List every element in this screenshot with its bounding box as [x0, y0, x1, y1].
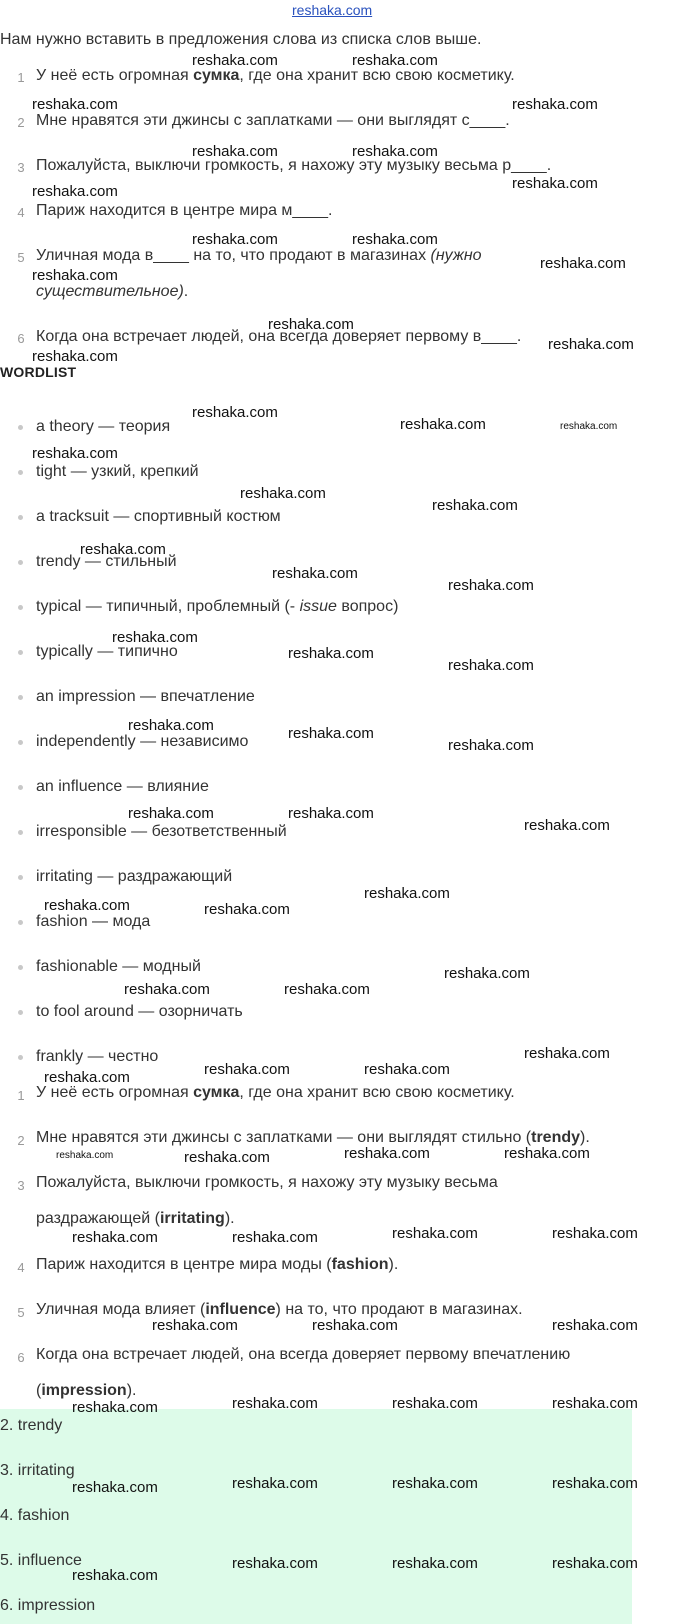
watermark: reshaka.com — [552, 1317, 638, 1334]
wordlist-item: irritating — раздражающий — [36, 868, 233, 885]
watermark: reshaka.com — [192, 52, 278, 69]
watermark: reshaka.com — [524, 817, 610, 834]
watermark: reshaka.com — [552, 1225, 638, 1242]
task-number: 6 — [17, 331, 25, 346]
wordlist-item: fashionable — модный — [36, 958, 201, 975]
watermark: reshaka.com — [352, 52, 438, 69]
answer-number: 4 — [17, 1260, 25, 1275]
watermark: reshaka.com — [512, 96, 598, 113]
answer-item-3-line1: Пожалуйста, выключи громкость, я нахожу эту музыку весьма — [36, 1174, 498, 1191]
watermark: reshaka.com — [552, 1395, 638, 1412]
watermark: reshaka.com — [524, 1045, 610, 1062]
watermark: reshaka.com — [192, 404, 278, 421]
watermark: reshaka.com — [448, 737, 534, 754]
task-number: 5 — [17, 250, 25, 265]
task-item-4: Париж находится в центре мира м____. — [36, 202, 333, 219]
watermark: reshaka.com — [124, 981, 210, 998]
watermark: reshaka.com — [344, 1145, 430, 1162]
wordlist-item: an impression — впечатление — [36, 688, 255, 705]
bullet — [18, 920, 23, 925]
answer-item-3-line2: раздражающей (irritating). — [36, 1210, 235, 1227]
header-site-link[interactable]: reshaka.com — [292, 2, 373, 18]
watermark: reshaka.com — [232, 1229, 318, 1246]
watermark: reshaka.com — [392, 1555, 478, 1572]
watermark: reshaka.com — [232, 1555, 318, 1572]
bullet — [18, 560, 23, 565]
answer-item-2: Мне нравятся эти джинсы с заплатками — они выглядят стильно (trendy). — [36, 1129, 590, 1146]
watermark: reshaka.com — [548, 336, 634, 353]
wordlist-item: typically — типично — [36, 643, 178, 660]
answer-box-item: 5. influence — [0, 1552, 82, 1569]
watermark: reshaka.com — [364, 885, 450, 902]
watermark: reshaka.com — [112, 629, 198, 646]
intro-text: Нам нужно вставить в предложения слова из списка слов выше. — [0, 31, 482, 48]
wordlist-item: fashion — мода — [36, 913, 151, 930]
watermark: reshaka.com — [204, 901, 290, 918]
task-number: 1 — [17, 70, 25, 85]
wordlist-item: frankly — честно — [36, 1048, 159, 1065]
wordlist-item: a tracksuit — спортивный костюм — [36, 508, 281, 525]
answer-item-5: Уличная мода влияет (influence) на то, что продают в магазинах. — [36, 1301, 523, 1318]
watermark: reshaka.com — [432, 497, 518, 514]
answer-item-1: У неё есть огромная сумка, где она хранит всю свою косметику. — [36, 1084, 515, 1101]
watermark: reshaka.com — [80, 541, 166, 558]
bullet — [18, 965, 23, 970]
bullet — [18, 740, 23, 745]
watermark: reshaka.com — [72, 1567, 158, 1584]
answer-box-item: 3. irritating — [0, 1462, 75, 1479]
wordlist-item: tight — узкий, крепкий — [36, 463, 199, 480]
bullet — [18, 650, 23, 655]
watermark: reshaka.com — [392, 1475, 478, 1492]
task-item-2: Мне нравятся эти джинсы с заплатками — они выглядят с____. — [36, 112, 510, 129]
answer-number: 5 — [17, 1305, 25, 1320]
watermark: reshaka.com — [268, 316, 354, 333]
watermark: reshaka.com — [72, 1229, 158, 1246]
task-item-5-line1: Уличная мода в____ на то, что продают в магазинах (нужно — [36, 247, 482, 264]
watermark: reshaka.com — [540, 255, 626, 272]
answer-box-item: 4. fashion — [0, 1507, 70, 1524]
bullet — [18, 875, 23, 880]
watermark: reshaka.com — [32, 445, 118, 462]
watermark: reshaka.com — [392, 1225, 478, 1242]
task-item-6: Когда она встречает людей, она всегда доверяет первому в____. — [36, 328, 522, 345]
watermark: reshaka.com — [552, 1475, 638, 1492]
answer-box-item: 2. trendy — [0, 1417, 63, 1434]
watermark: reshaka.com — [240, 485, 326, 502]
watermark: reshaka.com — [56, 1150, 114, 1161]
task-number: 4 — [17, 205, 25, 220]
wordlist-item: typical — типичный, проблемный (- issue вопрос) — [36, 598, 399, 615]
watermark: reshaka.com — [32, 267, 118, 284]
watermark: reshaka.com — [272, 565, 358, 582]
bullet — [18, 425, 23, 430]
answer-number: 6 — [17, 1350, 25, 1365]
wordlist-item: to fool around — озорничать — [36, 1003, 243, 1020]
watermark: reshaka.com — [232, 1395, 318, 1412]
answer-item-6-line1: Когда она встречает людей, она всегда доверяет первому впечатлению — [36, 1346, 571, 1363]
task-number: 2 — [17, 115, 25, 130]
bullet — [18, 605, 23, 610]
watermark: reshaka.com — [44, 1069, 130, 1086]
watermark: reshaka.com — [192, 143, 278, 160]
watermark: reshaka.com — [312, 1317, 398, 1334]
watermark: reshaka.com — [364, 1061, 450, 1078]
watermark: reshaka.com — [512, 175, 598, 192]
watermark: reshaka.com — [552, 1555, 638, 1572]
answer-number: 2 — [17, 1133, 25, 1148]
watermark: reshaka.com — [152, 1317, 238, 1334]
wordlist-title: WORDLIST — [0, 364, 77, 380]
bullet — [18, 470, 23, 475]
watermark: reshaka.com — [288, 725, 374, 742]
watermark: reshaka.com — [288, 805, 374, 822]
wordlist-item: irresponsible — безответственный — [36, 823, 287, 840]
watermark: reshaka.com — [232, 1475, 318, 1492]
task-number: 3 — [17, 160, 25, 175]
watermark: reshaka.com — [192, 231, 278, 248]
watermark: reshaka.com — [444, 965, 530, 982]
watermark: reshaka.com — [352, 143, 438, 160]
watermark: reshaka.com — [560, 421, 618, 432]
answer-item-4: Париж находится в центре мира моды (fashion). — [36, 1256, 399, 1273]
bullet — [18, 1055, 23, 1060]
watermark: reshaka.com — [32, 96, 118, 113]
watermark: reshaka.com — [32, 348, 118, 365]
answer-box-item: 6. impression — [0, 1597, 96, 1614]
wordlist-item: a theory — теория — [36, 418, 171, 435]
answer-number: 3 — [17, 1178, 25, 1193]
watermark: reshaka.com — [184, 1149, 270, 1166]
watermark: reshaka.com — [128, 805, 214, 822]
wordlist-item: trendy — стильный — [36, 553, 177, 570]
task-item-1: У неё есть огромная сумка, где она хранит всю свою косметику. — [36, 67, 515, 84]
answer-box — [0, 1409, 632, 1624]
watermark: reshaka.com — [448, 577, 534, 594]
watermark: reshaka.com — [448, 657, 534, 674]
watermark: reshaka.com — [504, 1145, 590, 1162]
watermark: reshaka.com — [400, 416, 486, 433]
task-item-5-line2: существительное). — [36, 283, 189, 300]
watermark: reshaka.com — [72, 1479, 158, 1496]
bullet — [18, 830, 23, 835]
bullet — [18, 1010, 23, 1015]
watermark: reshaka.com — [284, 981, 370, 998]
watermark: reshaka.com — [72, 1399, 158, 1416]
wordlist-item: independently — независимо — [36, 733, 249, 750]
answer-number: 1 — [17, 1088, 25, 1103]
bullet — [18, 515, 23, 520]
wordlist-item: an influence — влияние — [36, 778, 209, 795]
bullet — [18, 695, 23, 700]
watermark: reshaka.com — [44, 897, 130, 914]
bullet — [18, 785, 23, 790]
task-item-3: Пожалуйста, выключи громкость, я нахожу эту музыку весьма р____. — [36, 157, 552, 174]
answer-item-6-line2: (impression). — [36, 1382, 137, 1399]
watermark: reshaka.com — [128, 717, 214, 734]
watermark: reshaka.com — [392, 1395, 478, 1412]
watermark: reshaka.com — [32, 183, 118, 200]
watermark: reshaka.com — [352, 231, 438, 248]
watermark: reshaka.com — [204, 1061, 290, 1078]
watermark: reshaka.com — [288, 645, 374, 662]
